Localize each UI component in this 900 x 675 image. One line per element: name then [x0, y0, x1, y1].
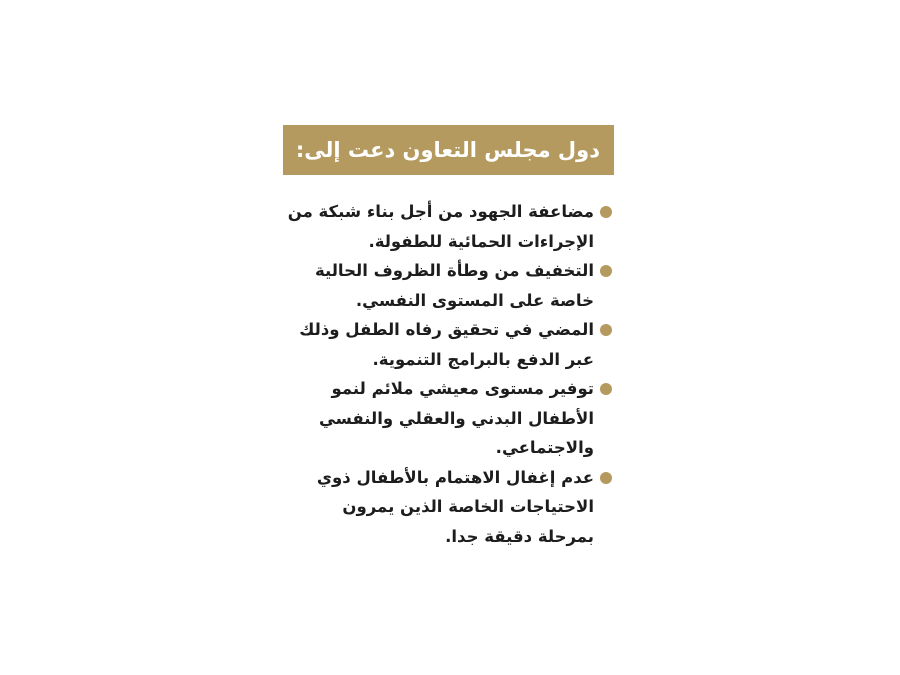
list-item [283, 374, 614, 463]
info-box [283, 125, 614, 551]
list-item [283, 256, 614, 315]
bullet-icon [600, 206, 612, 218]
list-item-text: التخفيف من وطأة الظروف الحالية خاصة على المستوى النفسي. [314, 261, 594, 310]
list-item-text: عدم إغفال الاهتمام بالأطفال ذوي الاحتياجات الخاصة الذين يمرون بمرحلة دقيقة جدا. [316, 467, 594, 546]
list-item-text: توفير مستوى معيشي ملائم لنمو الأطفال البدني والعقلي والنفسي والاجتماعي. [318, 379, 594, 457]
bullet-icon [600, 324, 612, 336]
header-title: دول مجلس التعاون دعت إلى: [295, 137, 600, 162]
bullet-icon [600, 472, 612, 484]
list-item-text: مضاعفة الجهود من أجل بناء شبكة من الإجراءات الحمائية للطفولة. [287, 202, 594, 251]
list-item [283, 197, 614, 256]
header-bar [283, 125, 614, 175]
list-item-text: المضي في تحقيق رفاه الطفل وذلك عبر الدفع بالبرامج التنموية. [299, 320, 594, 369]
list-item [283, 463, 614, 552]
list-item [283, 315, 614, 374]
recommendations-list [283, 197, 614, 551]
bullet-icon [600, 265, 612, 277]
bullet-icon [600, 383, 612, 395]
